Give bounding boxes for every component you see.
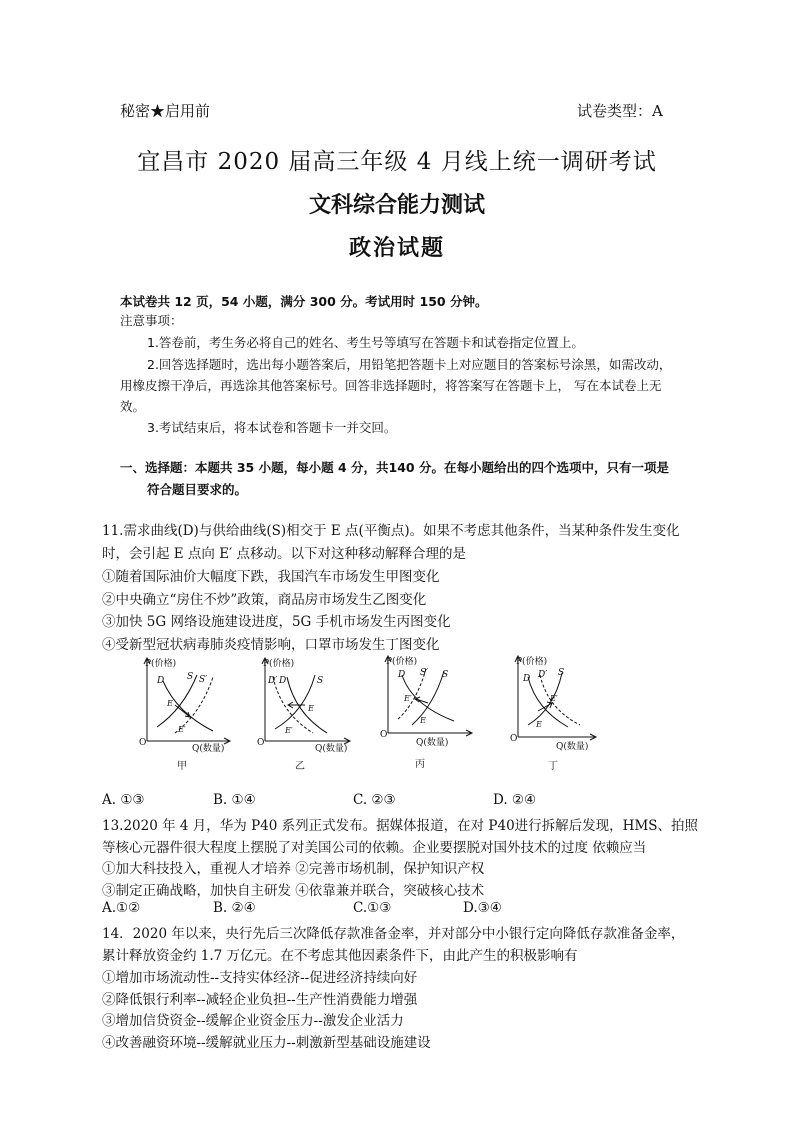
notice-item-2-line-1: 2.回答选择题时，选出每小题答案后，用铅笔把答题卡上对应题目的答案标号涂黑，如需改动， (147, 357, 672, 372)
q13-stem-line-2: 等核心元器件很大程度上摆脱了对美国公司的依赖。企业要摆脱对国外技术的过度 依赖应当 (102, 840, 647, 856)
q11-option-b: B. ①④ (213, 792, 256, 808)
origin-label: O (139, 738, 147, 748)
q11-option-c: C. ②③ (353, 792, 396, 808)
paper-type: 试卷类型：A (577, 102, 663, 120)
exam-intro: 本试卷共 12 页，54 小题，满分 300 分。考试用时 150 分钟。 (120, 294, 488, 309)
origin-label: O (257, 738, 265, 748)
q11-statement-4: ④受新型冠状病毒肺炎疫情影响，口罩市场发生丁图变化 (102, 637, 440, 653)
q11-statement-3: ③加快 5G 网络设施建设进度，5G 手机市场发生丙图变化 (102, 614, 451, 630)
q14-statement-2: ②降低银行利率--减轻企业负担--生产性消费能力增强 (102, 992, 418, 1008)
graph-caption: 甲 (177, 761, 187, 772)
curve-label-s-prime: S′ (199, 675, 208, 685)
confidential-mark: 秘密★启用前 (120, 102, 211, 120)
q14-statement-1: ①增加市场流动性--支持实体经济--促进经济持续向好 (102, 970, 418, 986)
notice-label: 注意事项： (120, 313, 183, 328)
q14-stem-line-1: 14．2020 年以来，央行先后三次降低存款准备金率，并对部分中小银行定向降低存款准备金率， (102, 926, 685, 942)
x-axis-label: Q(数量) (192, 744, 225, 754)
q11-option-a: A. ①③ (102, 792, 145, 808)
curve-label-d: D (279, 676, 287, 686)
point-label-e-prime: E′ (550, 694, 558, 703)
point-label-e-prime: E′ (404, 694, 412, 703)
point-label-e: E (167, 699, 173, 708)
origin-label: O (510, 734, 518, 744)
y-axis-label: P(价格) (516, 657, 548, 667)
point-label-e: E (308, 704, 314, 713)
point-label-e: E (420, 716, 426, 725)
section-heading-line-1: 一、选择题：本题共 35 小题，每小题 4 分，共140 分。在每小题给出的四个选项中，只有一项是 (120, 460, 669, 475)
notice-item-3: 3.考试结束后，将本试卷和答题卡一并交回。 (147, 420, 397, 435)
notice-item-2-line-3: 效。 (120, 399, 146, 414)
curve-label-d: D (398, 670, 406, 680)
shift-arrow (175, 705, 190, 717)
y-axis-label: P(价格) (386, 657, 418, 667)
curve-label-d: D (523, 674, 531, 684)
x-axis-label: Q(数量) (556, 742, 589, 752)
q11-statement-2: ②中央确立“房住不炒”政策，商品房市场发生乙图变化 (102, 592, 427, 608)
q13-stem-line-1: 13.2020 年 4 月，华为 P40 系列正式发布。据媒体报道，在对 P40进行拆解后发现，HMS、拍照 (102, 818, 699, 834)
x-axis-label: Q(数量) (315, 744, 348, 754)
q11-option-d: D. ②④ (493, 792, 537, 808)
section-heading-line-2: 符合题目要求的。 (147, 482, 248, 497)
curve-label-s: S (317, 676, 324, 686)
q13-statements-1-2: ①加大科技投入，重视人才培养 ②完善市场机制，保护知识产权 (102, 861, 485, 877)
origin-label: O (380, 730, 388, 740)
y-axis-label: P(价格) (145, 659, 177, 669)
q13-option-c: C.①③ (353, 900, 392, 916)
q13-statements-3-4: ③制定正确战略，加快自主研发 ④依靠兼并联合，突破核心技术 (102, 883, 485, 899)
curve-label-d-prime: D′ (268, 676, 278, 686)
q14-statement-4: ④改善融资环境--缓解就业压力--刺激新型基础设施建设 (102, 1035, 431, 1051)
point-label-e-prime: E′ (285, 726, 293, 735)
q13-option-b: B. ②④ (213, 900, 256, 916)
point-label-e-prime: E′ (178, 725, 186, 734)
shifted-demand-curve (540, 675, 580, 725)
q14-statement-3: ③增加信贷资金--缓解企业资金压力--激发企业活力 (102, 1013, 404, 1029)
graph-ding (510, 653, 670, 771)
curve-label-d: D (157, 676, 165, 686)
curve-label-d-prime: D′ (538, 670, 548, 680)
q13-option-a: A.①② (102, 900, 141, 916)
curve-label-s-prime: S′ (420, 668, 429, 678)
y-axis-label: P(价格) (263, 659, 295, 669)
q11-stem-line-1: 11.需求曲线(D)与供给曲线(S)相交于 E 点(平衡点)。如果不考虑其他条件，当某种条件发生变化 (102, 523, 680, 539)
point-label-e: E (536, 720, 542, 729)
q13-option-d: D.③④ (463, 900, 502, 916)
subject-title: 文科综合能力测试 (308, 193, 485, 218)
graph-caption: 丁 (548, 761, 558, 772)
q11-stem-line-2: 时，会引起 E 点向 E′ 点移动。以下对这种移动解释合理的是 (102, 546, 466, 562)
graph-caption: 乙 (295, 761, 305, 772)
graph-caption: 丙 (415, 759, 425, 770)
q14-stem-line-2: 累计释放资金约 1.7 万亿元。在不考虑其他因素条件下，由此产生的积极影响有 (102, 948, 578, 964)
curve-label-s: S (442, 670, 449, 680)
curve-label-s: S (187, 672, 194, 682)
part-title: 政治试题 (348, 236, 445, 261)
exam-title: 宜昌市 2020 届高三年级 4 月线上统一调研考试 (137, 149, 657, 175)
notice-item-2-line-2: 用橡皮擦干净后，再选涂其他答案标号。回答非选择题时，将答案写在答题卡上， 写在本试卷上无 (120, 378, 662, 393)
notice-item-1: 1.答卷前，考生务必将自己的姓名、考生号等填写在答题卡和试卷指定位置上。 (147, 335, 584, 350)
curve-label-s: S (558, 668, 565, 678)
x-axis-label: Q(数量) (416, 738, 449, 748)
q11-statement-1: ①随着国际油价大幅度下跌，我国汽车市场发生甲图变化 (102, 569, 440, 585)
